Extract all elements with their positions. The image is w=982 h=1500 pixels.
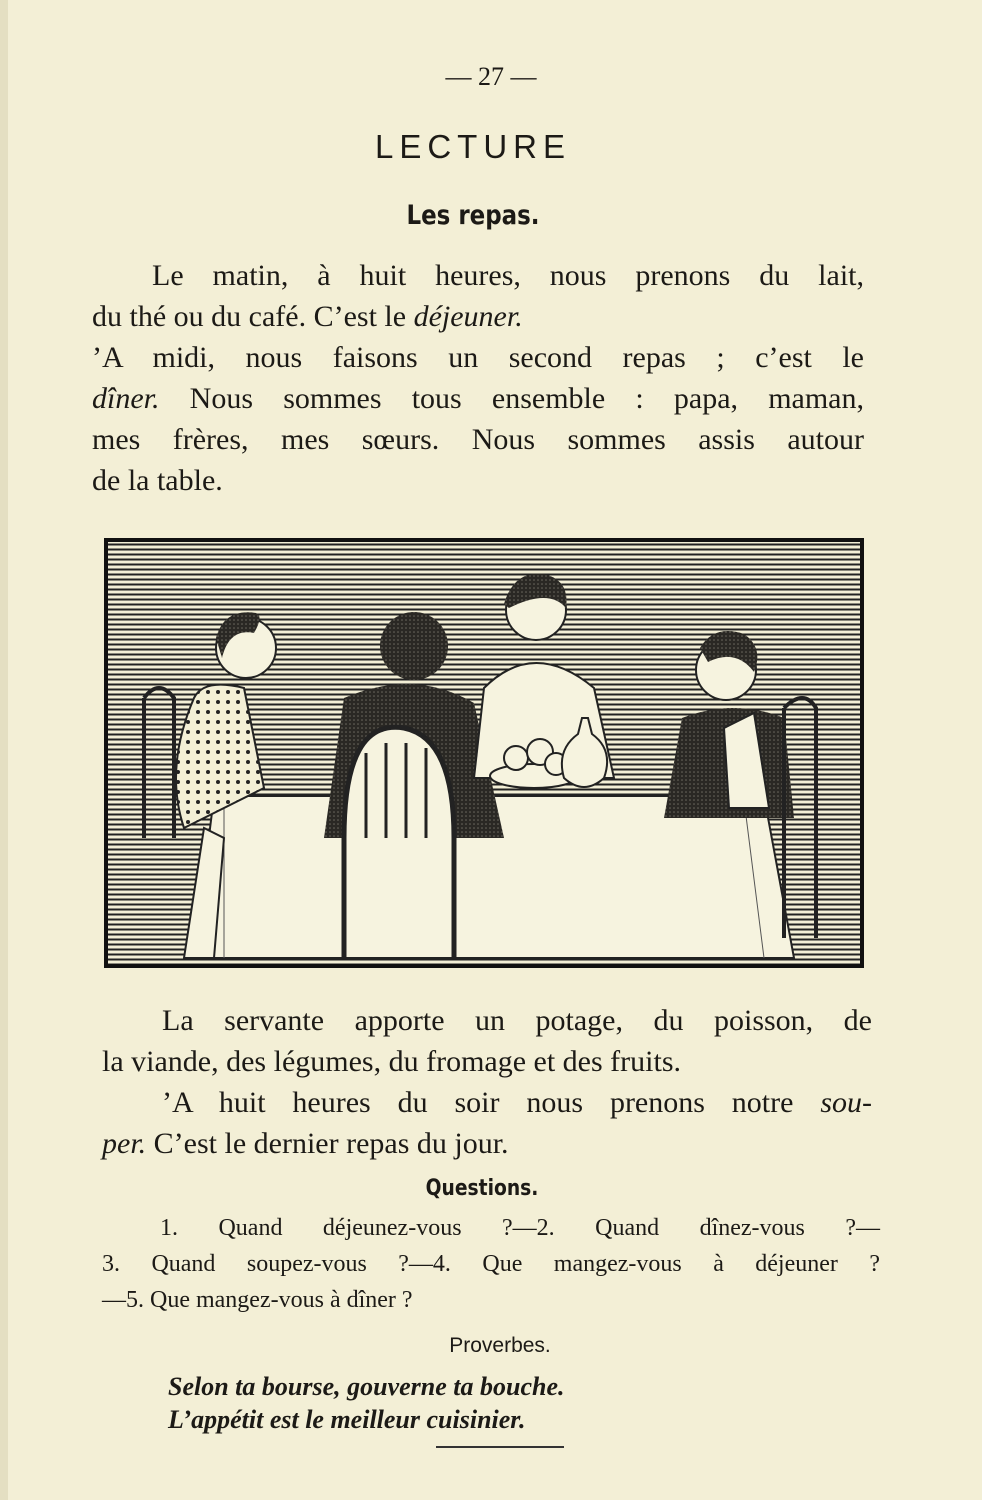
text-span: ’A huit heures du soir nous prenons notre xyxy=(162,1086,821,1119)
text-line xyxy=(92,378,864,419)
text-span: Nous sommes tous ensemble : papa, maman, xyxy=(159,382,864,415)
questions-title: Questions. xyxy=(425,1176,539,1201)
family-dinner-engraving-icon xyxy=(104,538,866,970)
text-line: La servante apporte un potage, du poisson, de xyxy=(162,1004,872,1037)
question-line: 3. Quand soupez-vous ?—4. Que mangez-vous à déjeuner ? xyxy=(102,1251,880,1277)
vocab-word-souper: sou- xyxy=(820,1086,872,1119)
page-number: — 27 — xyxy=(445,62,537,91)
text-line: mes frères, mes sœurs. Nous sommes assis autour xyxy=(92,423,864,456)
vocab-word-diner: dîner. xyxy=(92,382,160,415)
lesson-title: Les repas. xyxy=(406,200,540,231)
closing-rule xyxy=(436,1446,564,1448)
proverb-2: L’appétit est le meilleur cuisinier. xyxy=(168,1405,526,1434)
text-line: la viande, des légumes, du fromage et des fruits. xyxy=(102,1045,681,1078)
text-line xyxy=(92,296,864,337)
question-line: —5. Que mangez-vous à dîner ? xyxy=(102,1287,413,1313)
text-span: du thé ou du café. C’est le xyxy=(92,300,414,333)
text-span: C’est le dernier repas du jour. xyxy=(146,1127,509,1160)
question-line: 1. Quand déjeunez-vous ?—2. Quand dînez-vous ?— xyxy=(160,1215,880,1241)
section-heading: LECTURE xyxy=(374,128,572,165)
proverb-1: Selon ta bourse, gouverne ta bouche. xyxy=(168,1372,565,1401)
reading-paragraph-1 xyxy=(92,255,864,501)
reading-paragraph-2 xyxy=(102,1000,872,1164)
text-line: ’A midi, nous faisons un second repas ; c’est le xyxy=(92,341,864,374)
questions-list xyxy=(102,1210,880,1318)
page-binding-edge xyxy=(0,0,8,1500)
text-line: Le matin, à huit heures, nous prenons du lait, xyxy=(152,259,864,292)
text-line xyxy=(102,1123,872,1164)
vocab-word-dejeuner: déjeuner. xyxy=(413,300,523,333)
text-line: de la table. xyxy=(92,464,223,497)
vocab-word-souper-end: per. xyxy=(102,1127,147,1160)
proverbs-title: Proverbes. xyxy=(449,1334,551,1357)
text-line xyxy=(102,1082,872,1123)
